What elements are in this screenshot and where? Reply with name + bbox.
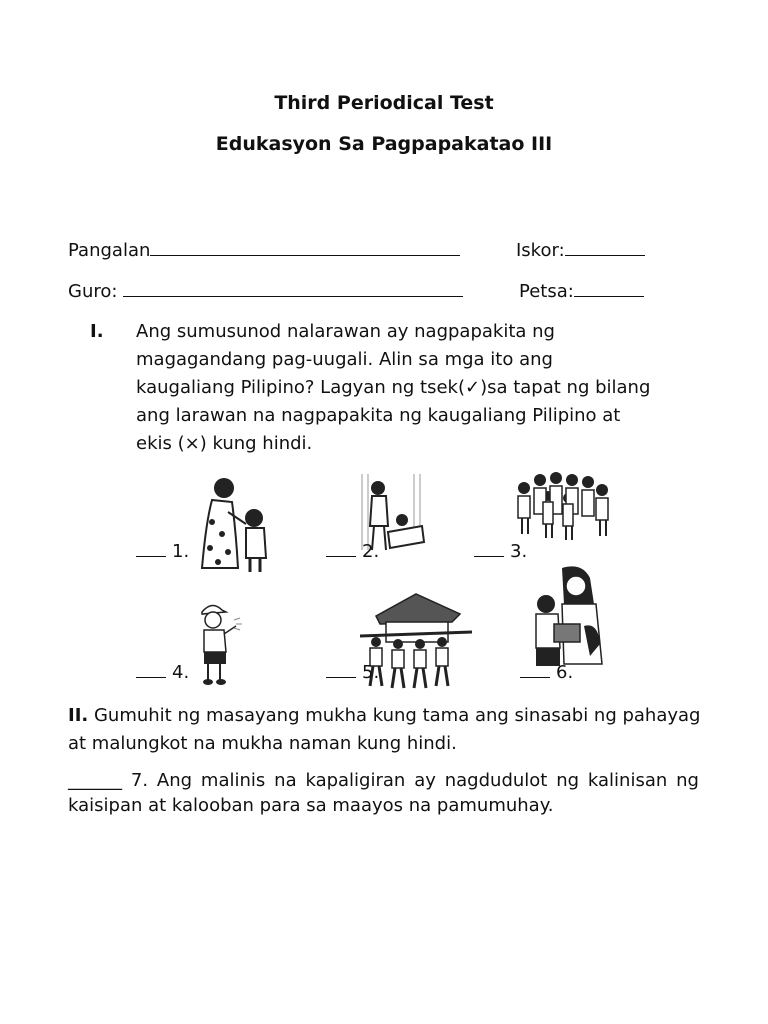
item-1-label: 1. [172,541,190,562]
score-label: Iskor: [516,240,565,261]
item-3-label: 3. [510,541,528,562]
score-field [516,240,645,261]
section2-block [68,702,708,758]
item-6-label: 6. [556,662,574,683]
name-line[interactable] [150,254,460,256]
item-5-label: 5. [362,662,380,683]
name-label: Pangalan [68,240,151,261]
item-5 [326,662,379,683]
date-label: Petsa: [519,281,574,302]
question-7 [68,768,699,818]
item-2-label: 2. [362,541,380,562]
section2-instructions: Gumuhit ng masayang mukha kung tama ang sinasabi ng pahayag at malungkot na mukha naman kung hindi. [68,705,701,754]
item-4 [136,662,189,683]
item-3 [474,541,527,562]
section1-instructions: Ang sumusunod nalarawan ay nagpapakita ng magagandang pag-uugali. Alin sa mga ito ang kaugaliang Pilipino? Lagyan ng tsek(✓)sa tapat ng bilang ang larawan na nagpapakita ng kaugaliang Pilipino at ekis (×) kung hindi. [136,321,651,454]
subject-title: Edukasyon Sa Pagpapakatao III [215,133,553,155]
picture-1-image [188,462,274,574]
item-6 [520,662,573,683]
answer-blank-6[interactable] [520,677,550,678]
answer-blank-3[interactable] [474,556,504,557]
answer-blank-2[interactable] [326,556,356,557]
section1-number: I. [90,321,104,342]
picture-4-image [196,600,244,688]
item-4-label: 4. [172,662,190,683]
date-line[interactable] [574,295,644,297]
date-field [519,281,644,302]
answer-blank-1[interactable] [136,556,166,557]
item-1 [136,541,189,562]
teacher-line[interactable] [123,295,463,297]
teacher-field [68,281,463,302]
teacher-label: Guro: [68,281,118,302]
question-7-blank[interactable]: ______ [68,770,122,791]
item-2 [326,541,379,562]
test-title: Third Periodical Test [274,92,494,114]
picture-3-image [510,468,614,544]
answer-blank-4[interactable] [136,677,166,678]
answer-blank-5[interactable] [326,677,356,678]
question-7-text: 7. Ang malinis na kapaligiran ay nagdudulot ng kalinisan ng kaisipan at kalooban para sa maayos na pamumuhay. [68,770,699,816]
picture-6-image [524,564,610,674]
name-field [68,240,460,261]
section2-number: II. [68,705,89,726]
score-line[interactable] [565,254,645,256]
